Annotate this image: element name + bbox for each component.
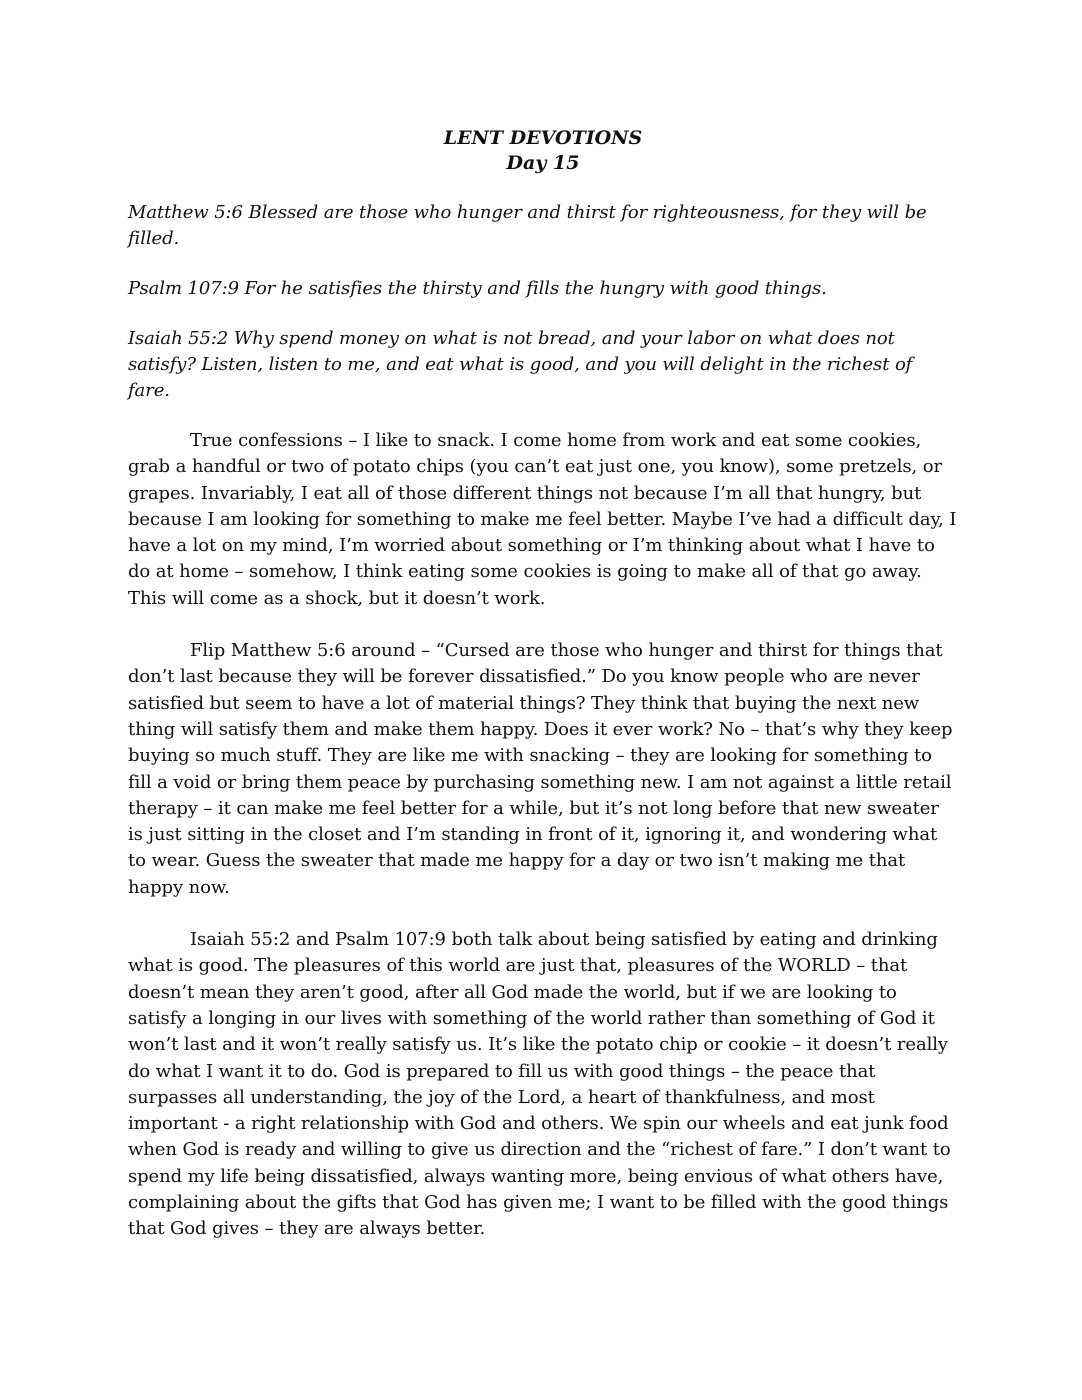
verse-matthew: Matthew 5:6 Blessed are those who hunger and thirst for righteousness, for they will be filled. (128, 202, 927, 249)
verse-isaiah: Isaiah 55:2 Why spend money on what is not bread, and your labor on what does not satisfy? Listen, listen to me, and eat what is good, and you will delight in the richest of fare. (128, 328, 913, 401)
title-line-1: LENT DEVOTIONS (443, 127, 643, 149)
verse-psalm: Psalm 107:9 For he satisfies the thirsty and fills the hungry with good things. (128, 278, 827, 299)
document-header (128, 126, 958, 176)
scripture-verses (128, 200, 958, 404)
body-paragraph-3: Isaiah 55:2 and Psalm 107:9 both talk about being satisfied by eating and drinking what is good. The pleasures of this world are just that, pleasures of the WORLD – that doesn’t mean they aren’t good, after all God made the world, but if we are looking to satisfy a longing in our lives with something of the world rather than something of God it won’t last and it won’t really satisfy us. It’s like the potato chip or cookie – it doesn’t really do what I want it to do. God is prepared to fill us with good things – the peace that surpasses all understanding, the joy of the Lord, a heart of thankfulness, and most important - a right relationship with God and others. We spin our wheels and eat junk food when God is ready and willing to give us direction and the “richest of fare.” I don’t want to spend my life being dissatisfied, always wanting more, being envious of what others have, complaining about the gifts that God has given me; I want to be filled with the good things that God gives – they are always better. (128, 929, 951, 1240)
title-line-2: Day 15 (506, 152, 580, 174)
devotion-body (128, 428, 958, 1243)
document-page (128, 126, 958, 1269)
body-paragraph-1: True confessions – I like to snack. I come home from work and eat some cookies, grab a handful or two of potato chips (you can’t eat just one, you know), some pretzels, or grapes. Invariably, I eat all of those different things not because I’m all that hungry, but because I am looking for something to make me feel better. Maybe I’ve had a difficult day, I have a lot on my mind, I’m worried about something or I’m thinking about what I have to do at home – somehow, I think eating some cookies is going to make all of that go away. This will come as a shock, but it doesn’t work. (128, 430, 957, 609)
body-paragraph-2: Flip Matthew 5:6 around – “Cursed are those who hunger and thirst for things that don’t last because they will be forever dissatisfied.” Do you know people who are never satisfied but seem to have a lot of material things? They think that buying the next new thing will satisfy them and make them happy. Does it ever work? No – that’s why they keep buying so much stuff. They are like me with snacking – they are looking for something to fill a void or bring them peace by purchasing something new. I am not against a little retail therapy – it can make me feel better for a while, but it’s not long before that new sweater is just sitting in the closet and I’m standing in front of it, ignoring it, and wondering what to wear. Guess the sweater that made me happy for a day or two isn’t making me that happy now. (128, 640, 953, 898)
